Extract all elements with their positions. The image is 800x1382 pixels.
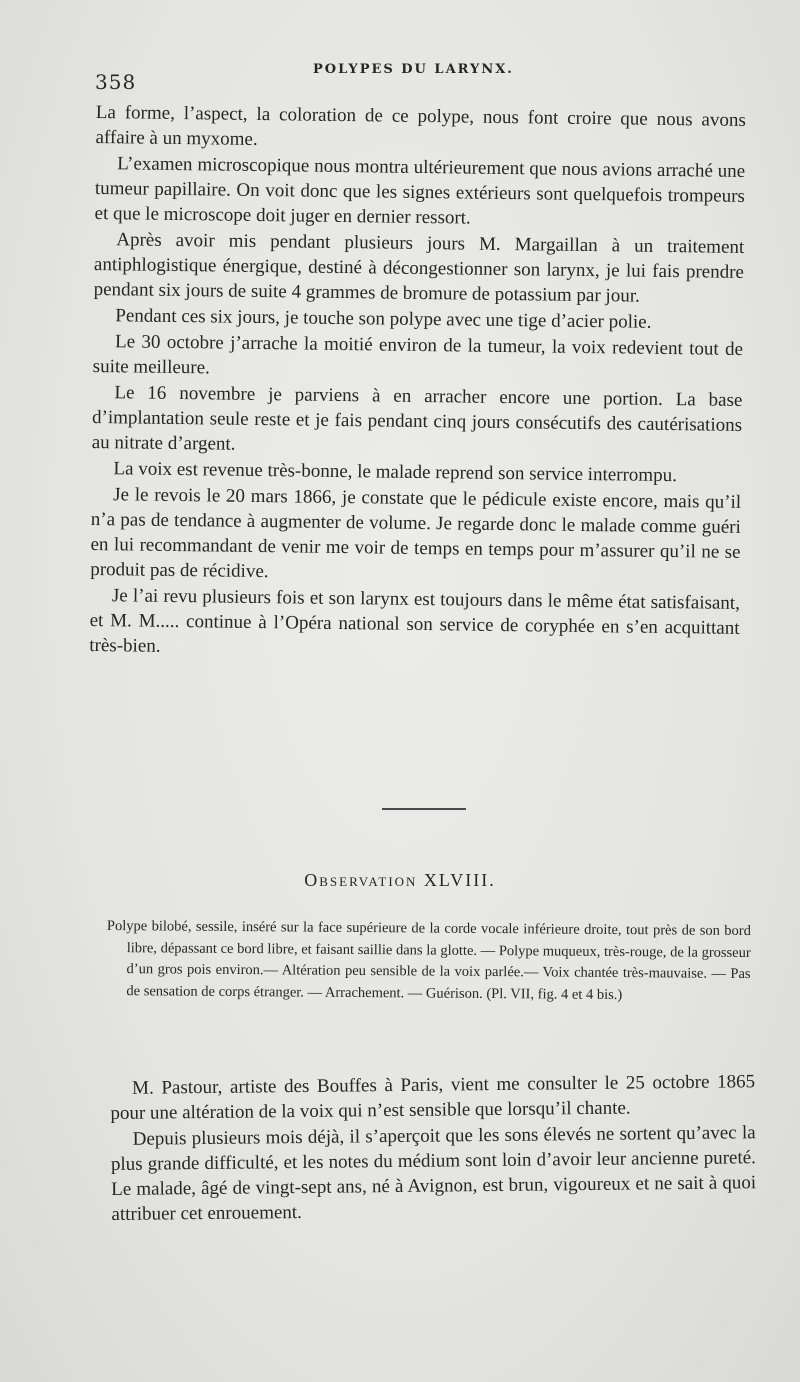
paragraph: Le 16 novembre je parviens à en arracher encore une portion. La base d’implantation seule reste et je fais pendant cinq jours consécutifs des cautérisations au nitrate d’argent. bbox=[91, 382, 743, 455]
page-number: 358 bbox=[95, 70, 137, 94]
summary-text: Polype bilobé, sessile, inséré sur la face supérieure de la corde vocale inférieure droite, tout près de son bord libre, dépassant ce bord libre, et faisant saillie dans la glotte. — Polype muqueux, très-rouge, de la grosseur d’un gros pois environ.— Altération peu sensible de la voix parlée.— Voix chantée très-mauvaise. — Pas de sensation de corps étranger. — Arrachement. — Guérison. (Pl. VII, fig. 4 et 4 bis.) bbox=[106, 917, 751, 1003]
page-header bbox=[95, 60, 755, 94]
paragraph: La voix est revenue très-bonne, le malade reprend son service interrompu. bbox=[113, 458, 678, 487]
paragraph: Je l’ai revu plusieurs fois et son larynx est toujours dans le même état satisfaisant, et M. M..... continue à l’Opéra national son service de coryphée en s’en acquittant très-bien. bbox=[89, 585, 741, 657]
observation-title: Observation XLVIII. bbox=[304, 870, 496, 890]
paragraph: La forme, l’aspect, la coloration de ce polype, nous font croire que nous avons affaire à un myxome. bbox=[95, 101, 746, 150]
observation-text-block bbox=[110, 1069, 757, 1228]
paragraph: Depuis plusieurs mois déjà, il s’aperçoit que les sons élevés ne sortent qu’avec la plus grande difficulté, et les notes du médium sont loin d’avoir leur ancienne pureté. Le malade, âgé de vingt-sept ans, né à Avignon, est brun, vigoureux et ne sait à quoi attribuer cet enrouement. bbox=[110, 1122, 757, 1225]
paragraph: M. Pastour, artiste des Bouffes à Paris, vient me consulter le 25 octobre 1865 pour une altération de la voix qui n’est sensible que lorsqu’il chante. bbox=[110, 1071, 756, 1124]
section-divider bbox=[382, 808, 466, 810]
paragraph: Pendant ces six jours, je touche son polype avec une tige d’acier polie. bbox=[115, 305, 652, 333]
paragraph: Le 30 octobre j’arrache la moitié environ de la tumeur, la voix redevient tout de suite meilleure. bbox=[92, 331, 744, 379]
paragraph: L’examen microscopique nous montra ultérieurement que nous avions arraché une tumeur papillaire. On voit donc que les signes extérieurs sont quelquefois trompeurs et que le microscope doit juger en dernier ressort. bbox=[94, 153, 746, 229]
observation-summary bbox=[106, 916, 751, 1007]
paragraph: Je le revois le 20 mars 1866, je constate que le pédicule existe encore, mais qu’il n’a pas de tendance à augmenter de volume. Je regarde donc le malade comme guéri en lui recommandant de venir me voir de temps en temps pour m’assurer qu’il ne se produit pas de récidive. bbox=[90, 484, 742, 583]
paragraph: Après avoir mis pendant plusieurs jours M. Margaillan à un traitement antiphlogistique énergique, destiné à décongestionner son larynx, je lui fais prendre pendant six jours de suite 4 grammes de bromure de potassium par jour. bbox=[93, 229, 745, 307]
main-text-block bbox=[89, 100, 746, 667]
running-title: POLYPES DU LARYNX. bbox=[313, 62, 514, 77]
